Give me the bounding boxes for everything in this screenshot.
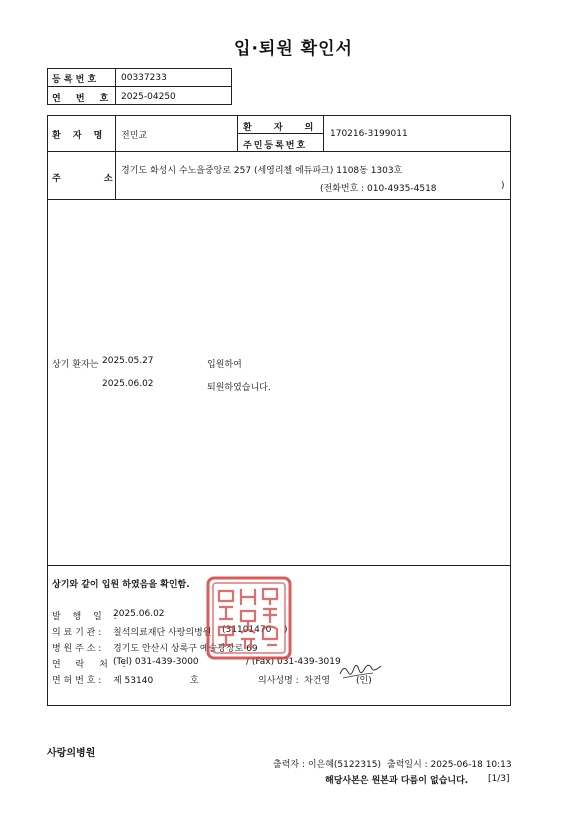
rrn-value: 170216-3199011 [330, 129, 408, 139]
fax-value: / (Fax) 031-439-3019 [246, 657, 341, 667]
contact-label: 연 락 처 : [52, 660, 126, 670]
institution-code: (31101470 [222, 625, 272, 635]
doctor-label: 의사성명 : [258, 676, 299, 686]
rrn-label-line1: 환 자 의 [243, 123, 314, 133]
phone-close: ) [501, 181, 505, 191]
registration-divider [47, 86, 232, 87]
institution-label: 의 료 기 관 : [52, 628, 102, 638]
footer-page: [1/3] [488, 774, 510, 784]
footer-printed-at: 출력일시 : 2025-06-18 10:13 [387, 760, 512, 770]
footer-hospital-name: 사랑의병원 [47, 748, 96, 759]
license-suffix: 호 [190, 676, 199, 686]
footer-notice: 해당사본은 원본과 다름이 없습니다. [325, 776, 469, 786]
seal-mark: (인) [356, 676, 372, 686]
row-divider-3 [47, 565, 511, 566]
patient-name-value: 전민교 [121, 131, 148, 141]
serial-no-value: 2025-04250 [121, 92, 176, 102]
hospital-address-label: 병 원 주 소 : [52, 644, 102, 654]
footer-printed-by: 출력자 : 이은혜(5122315) [273, 760, 382, 770]
reg-no-value: 00337233 [121, 73, 167, 83]
confirm-statement: 상기와 같이 입원 하였음을 확인함. [52, 580, 190, 590]
hospital-address-value: 경기도 안산시 상록구 예술광장로 69 [113, 644, 258, 654]
admit-date: 2025.05.27 [102, 356, 154, 366]
discharge-text: 퇴원하였습니다. [207, 383, 271, 393]
rrn-label-line2: 주민등록번호 [243, 141, 308, 151]
row-divider-1 [47, 151, 511, 152]
reg-no-label: 등 록 번 호 [52, 75, 97, 85]
admit-text: 입원하여 [207, 360, 242, 370]
tel-value: (Tel) 031-439-3000 [113, 657, 199, 667]
row-divider-2 [47, 199, 511, 200]
doctor-name: 차건영 [304, 676, 331, 686]
license-label: 면 허 번 호 : [52, 676, 102, 686]
institution-code-close: ) [284, 625, 288, 635]
address-value: 경기도 화성시 수노을중앙로 257 (세영리첼 에듀파크) 1108동 1303호 [121, 166, 403, 176]
body-prefix: 상기 환자는 [52, 360, 99, 370]
address-label: 주 소 [52, 174, 113, 184]
issue-date: 2025.06.02 [113, 609, 165, 619]
hospital-seal-icon [205, 575, 293, 661]
col-divider-3 [323, 115, 324, 151]
patient-name-label: 환 자 명 [52, 131, 103, 141]
rrn-label-divider [237, 133, 323, 134]
issue-label: 발 행 일 : [52, 612, 117, 622]
serial-no-label: 연 번 호 [52, 94, 109, 104]
signature-icon [337, 660, 385, 682]
document-title: 입·퇴원 확인서 [234, 39, 353, 59]
institution-value: 칠석의료재단 사랑의병원 [113, 628, 212, 638]
registration-col-divider [115, 68, 116, 105]
phone-value: (전화번호 : 010-4935-4518 [320, 184, 437, 194]
discharge-date: 2025.06.02 [102, 379, 154, 389]
col-divider-1 [115, 115, 116, 199]
license-value: 제 53140 [113, 676, 154, 686]
